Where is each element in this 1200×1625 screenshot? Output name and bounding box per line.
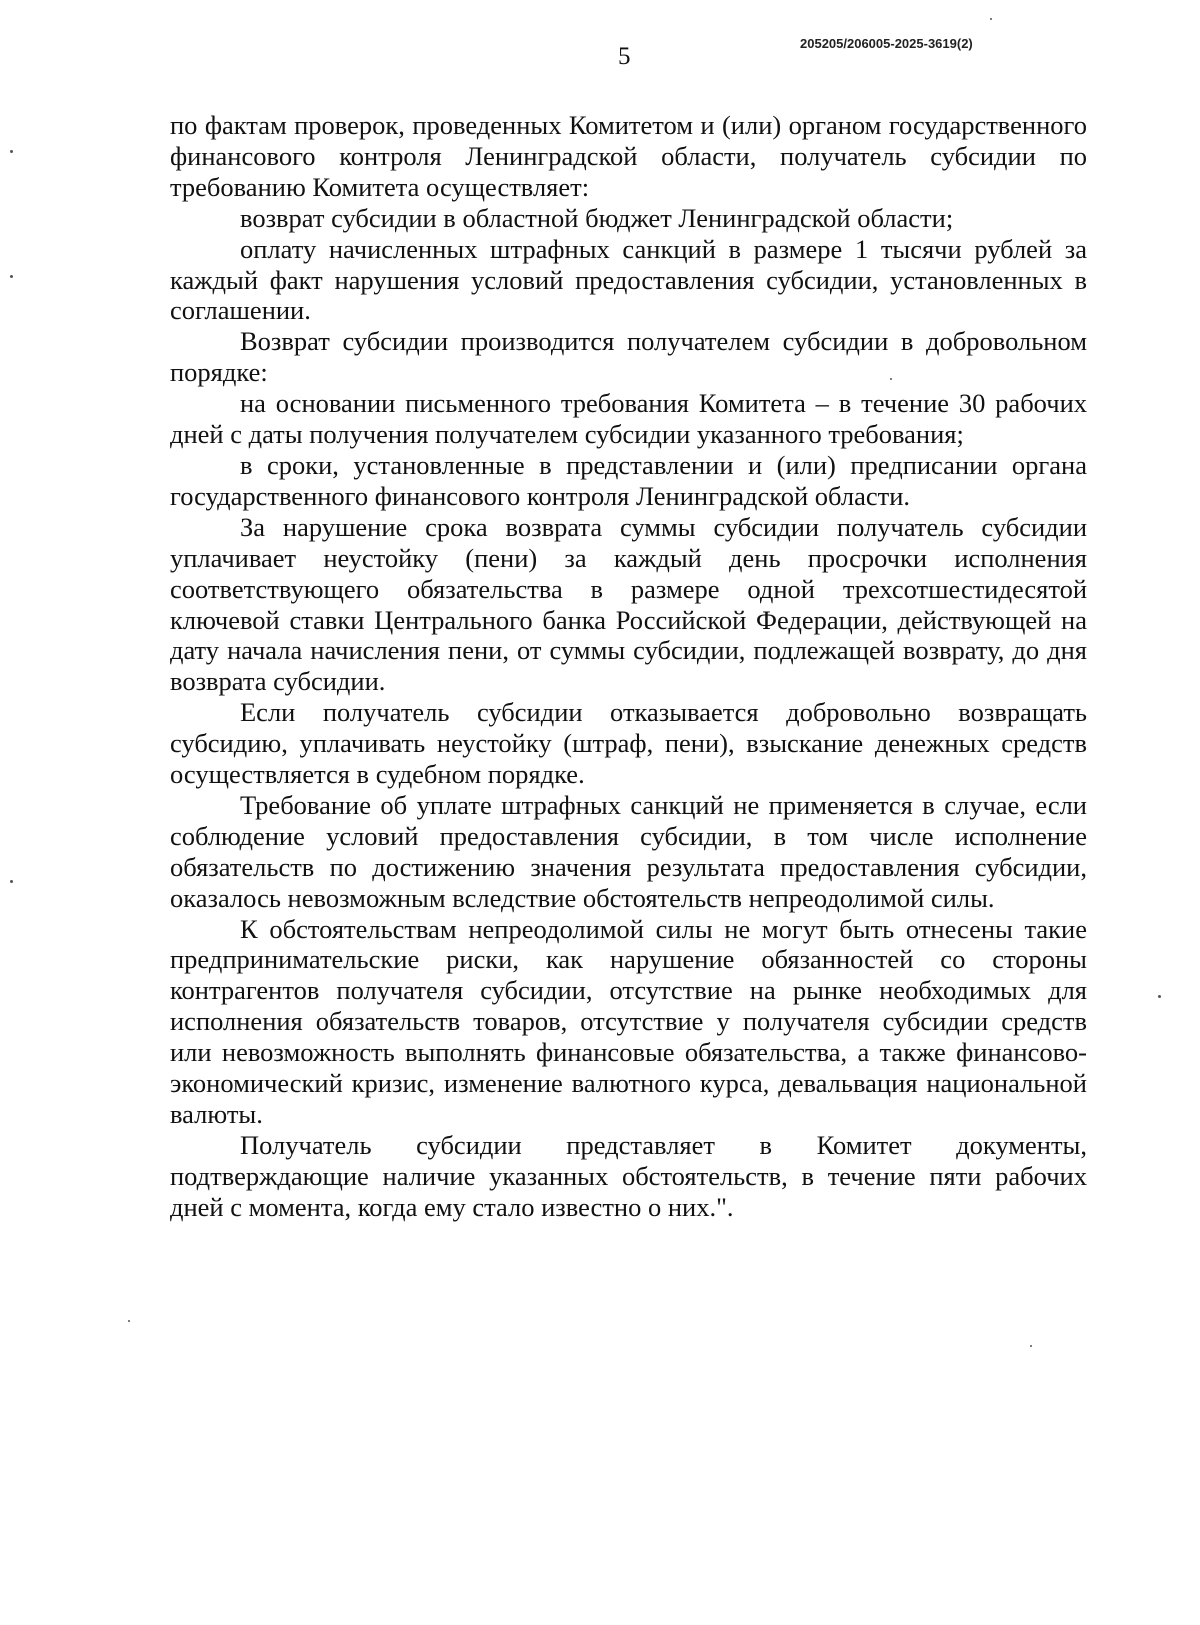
- paragraph-1: по фактам проверок, проведенных Комитетом и (или) органом государственного финансового контроля Ленинградской области, получатель субсидии по требованию Комитета осуществляет:: [170, 110, 1087, 202]
- scan-speck: [990, 18, 992, 20]
- paragraph-3: оплату начисленных штрафных санкций в размере 1 тысячи рублей за каждый факт нарушения условий предоставления субсидии, установленных в соглашении.: [170, 233, 1087, 326]
- scan-speck: [10, 880, 13, 883]
- paragraph-10: К обстоятельствам непреодолимой силы не могут быть отнесены такие предпринимательские риски, как нарушение обязанностей со стороны контрагентов получателя субсидии, отсутствие на рынке необходимых для исполнения обязательств товаров, отсутствие у получателя субсидии средств или невозможность выполнять финансовые обязательства, а также финансово-экономический кризис, изменение валютного курса, девальвация национальной валюты.: [170, 913, 1087, 1129]
- paragraph-7: За нарушение срока возврата суммы субсидии получатель субсидии уплачивает неустойку (пени) за каждый день просрочки исполнения соответствующего обязательства в размере одной трехсотшестидесятой ключевой ставки Центрального банка Российской Федерации, действующей на дату начала начисления пени, от суммы субсидии, подлежащей возврату, до дня возврата субсидии.: [170, 511, 1087, 697]
- scan-speck: [10, 150, 13, 153]
- paragraph-4: Возврат субсидии производится получателем субсидии в добровольном порядке:: [170, 326, 1087, 388]
- document-id: 205205/206005-2025-3619(2): [800, 36, 973, 51]
- paragraph-9: Требование об уплате штрафных санкций не применяется в случае, если соблюдение условий предоставления субсидии, в том числе исполнение обязательств по достижению значения результата предоставления субсидии, оказалось невозможным вследствие обстоятельств непреодолимой силы.: [170, 789, 1087, 913]
- paragraph-5: на основании письменного требования Комитета – в течение 30 рабочих дней с даты получения получателем субсидии указанного требования;: [170, 388, 1087, 450]
- paragraph-11: Получатель субсидии представляет в Комитет документы, подтверждающие наличие указанных обстоятельств, в течение пяти рабочих дней с момента, когда ему стало известно о них.".: [170, 1129, 1087, 1222]
- document-body: [170, 110, 1087, 1223]
- scan-speck: [128, 1320, 130, 1322]
- scan-speck: [1030, 1345, 1032, 1347]
- paragraph-2: возврат субсидии в областной бюджет Ленинградской области;: [240, 202, 954, 233]
- scan-speck: [1158, 995, 1161, 998]
- page-number: 5: [618, 43, 631, 70]
- paragraph-6: в сроки, установленные в представлении и (или) предписании органа государственного финансового контроля Ленинградской области.: [170, 449, 1087, 511]
- scan-speck: [10, 275, 13, 278]
- paragraph-8: Если получатель субсидии отказывается добровольно возвращать субсидию, уплачивать неустойку (штраф, пени), взыскание денежных средств осуществляется в судебном порядке.: [170, 697, 1087, 790]
- scan-speck: [890, 378, 892, 380]
